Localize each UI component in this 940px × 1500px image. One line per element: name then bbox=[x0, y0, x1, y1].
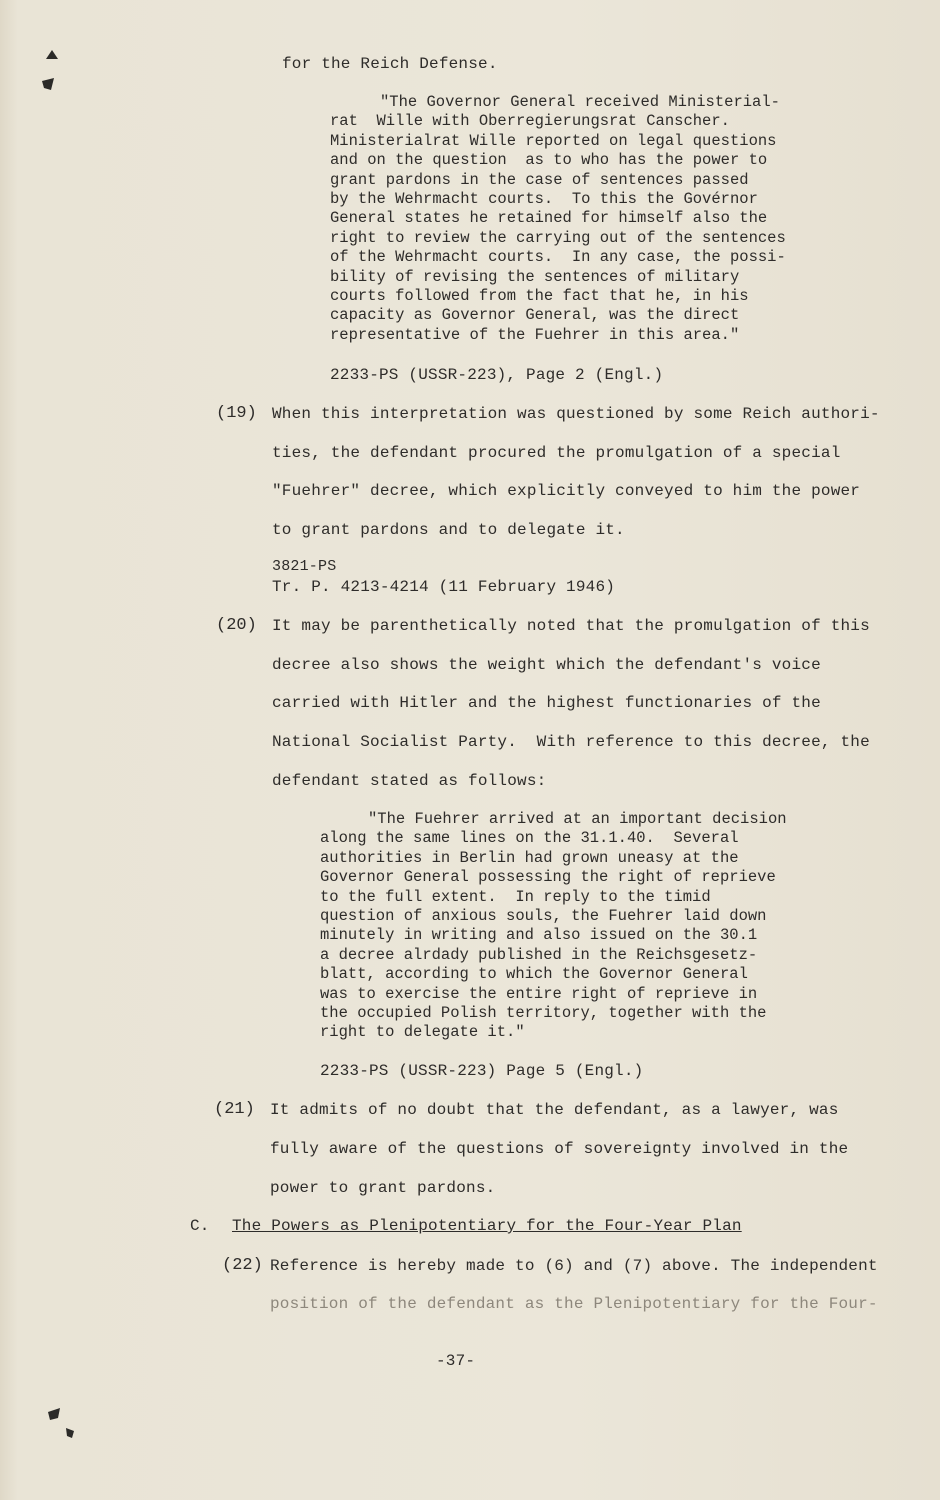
paragraph-number: (19) bbox=[216, 404, 257, 423]
page-number: -37- bbox=[436, 1352, 476, 1370]
quote-line: grant pardons in the case of sentences passed bbox=[330, 170, 749, 189]
paragraph-line: carried with Hitler and the highest functionaries of the bbox=[272, 694, 821, 712]
quote-line: Governor General possessing the right of reprieve bbox=[320, 868, 776, 887]
citation: 2233-PS (USSR-223) Page 5 (Engl.) bbox=[320, 1062, 644, 1080]
quote-line: right to review the carrying out of the sentences bbox=[330, 228, 786, 247]
quote-line: capacity as Governor General, was the direct bbox=[330, 306, 740, 325]
paragraph-line: to grant pardons and to delegate it. bbox=[272, 521, 625, 539]
paragraph-line: When this interpretation was questioned by some Reich authori- bbox=[272, 405, 880, 423]
paragraph-line: "Fuehrer" decree, which explicitly conveyed to him the power bbox=[272, 482, 861, 500]
quote-line: bility of revising the sentences of military bbox=[330, 267, 740, 286]
quote-line: the occupied Polish territory, together with the bbox=[320, 1004, 767, 1022]
quote-line: "The Fuehrer arrived at an important decision bbox=[368, 810, 787, 828]
section-heading: The Powers as Plenipotentiary for the Four-Year Plan bbox=[232, 1217, 742, 1235]
paragraph-line: fully aware of the questions of sovereignty involved in the bbox=[270, 1140, 849, 1158]
quote-line: General states he retained for himself also the bbox=[330, 209, 768, 228]
punch-hole-mark bbox=[42, 78, 54, 90]
quote-line: right to delegate it." bbox=[320, 1023, 525, 1042]
paragraph-line: position of the defendant as the Plenipotentiary for the Four- bbox=[270, 1295, 878, 1313]
quote-line: to the full extent. In reply to the timid bbox=[320, 887, 711, 906]
punch-hole-mark bbox=[48, 1408, 60, 1420]
quote-line: a decree alrdady published in the Reichsgesetz- bbox=[320, 945, 758, 964]
continuation-line: for the Reich Defense. bbox=[282, 55, 498, 73]
quote-line: minutely in writing and also issued on the 30.1 bbox=[320, 926, 758, 945]
quote-line: Ministerialrat Wille reported on legal questions bbox=[330, 131, 777, 150]
paragraph-line: decree also shows the weight which the defendant's voice bbox=[272, 656, 821, 674]
paragraph-line: It admits of no doubt that the defendant, as a lawyer, was bbox=[270, 1101, 839, 1119]
section-letter: C. bbox=[190, 1217, 210, 1235]
quote-line: blatt, according to which the Governor General bbox=[320, 965, 748, 984]
paragraph-number: (20) bbox=[216, 616, 257, 635]
paragraph-line: National Socialist Party. With reference to this decree, the bbox=[272, 733, 870, 751]
citation: Tr. P. 4213-4214 (11 February 1946) bbox=[272, 578, 616, 596]
quote-line: by the Wehrmacht courts. To this the Govérnor bbox=[330, 190, 758, 208]
paragraph-number: (21) bbox=[214, 1100, 255, 1119]
paragraph-line: ties, the defendant procured the promulgation of a special bbox=[272, 444, 841, 462]
quote-line: courts followed from the fact that he, in his bbox=[330, 287, 749, 305]
paragraph-line: power to grant pardons. bbox=[270, 1179, 496, 1197]
quote-line: along the same lines on the 31.1.40. Several bbox=[320, 829, 739, 848]
quote-line: representative of the Fuehrer in this area." bbox=[330, 325, 740, 344]
paragraph-line: It may be parenthetically noted that the promulgation of this bbox=[272, 617, 870, 635]
paragraph-number: (22) bbox=[222, 1256, 263, 1275]
punch-hole-mark bbox=[46, 50, 58, 62]
quote-line: authorities in Berlin had grown uneasy at the bbox=[320, 848, 739, 867]
quote-line: of the Wehrmacht courts. In any case, the possi- bbox=[330, 248, 786, 267]
quote-line: and on the question as to who has the power to bbox=[330, 151, 768, 170]
quote-line: was to exercise the entire right of reprieve in bbox=[320, 984, 758, 1003]
paragraph-line: Reference is hereby made to (6) and (7) above. The independent bbox=[270, 1257, 878, 1275]
citation: 2233-PS (USSR-223), Page 2 (Engl.) bbox=[330, 366, 664, 384]
quote-line: question of anxious souls, the Fuehrer laid down bbox=[320, 907, 767, 925]
paragraph-line: defendant stated as follows: bbox=[272, 772, 547, 790]
citation: 3821-PS bbox=[272, 558, 337, 575]
quote-line: "The Governor General received Ministerial- bbox=[380, 93, 780, 111]
punch-hole-mark bbox=[66, 1428, 74, 1438]
quote-line: rat Wille with Oberregierungsrat Canscher. bbox=[330, 112, 730, 131]
